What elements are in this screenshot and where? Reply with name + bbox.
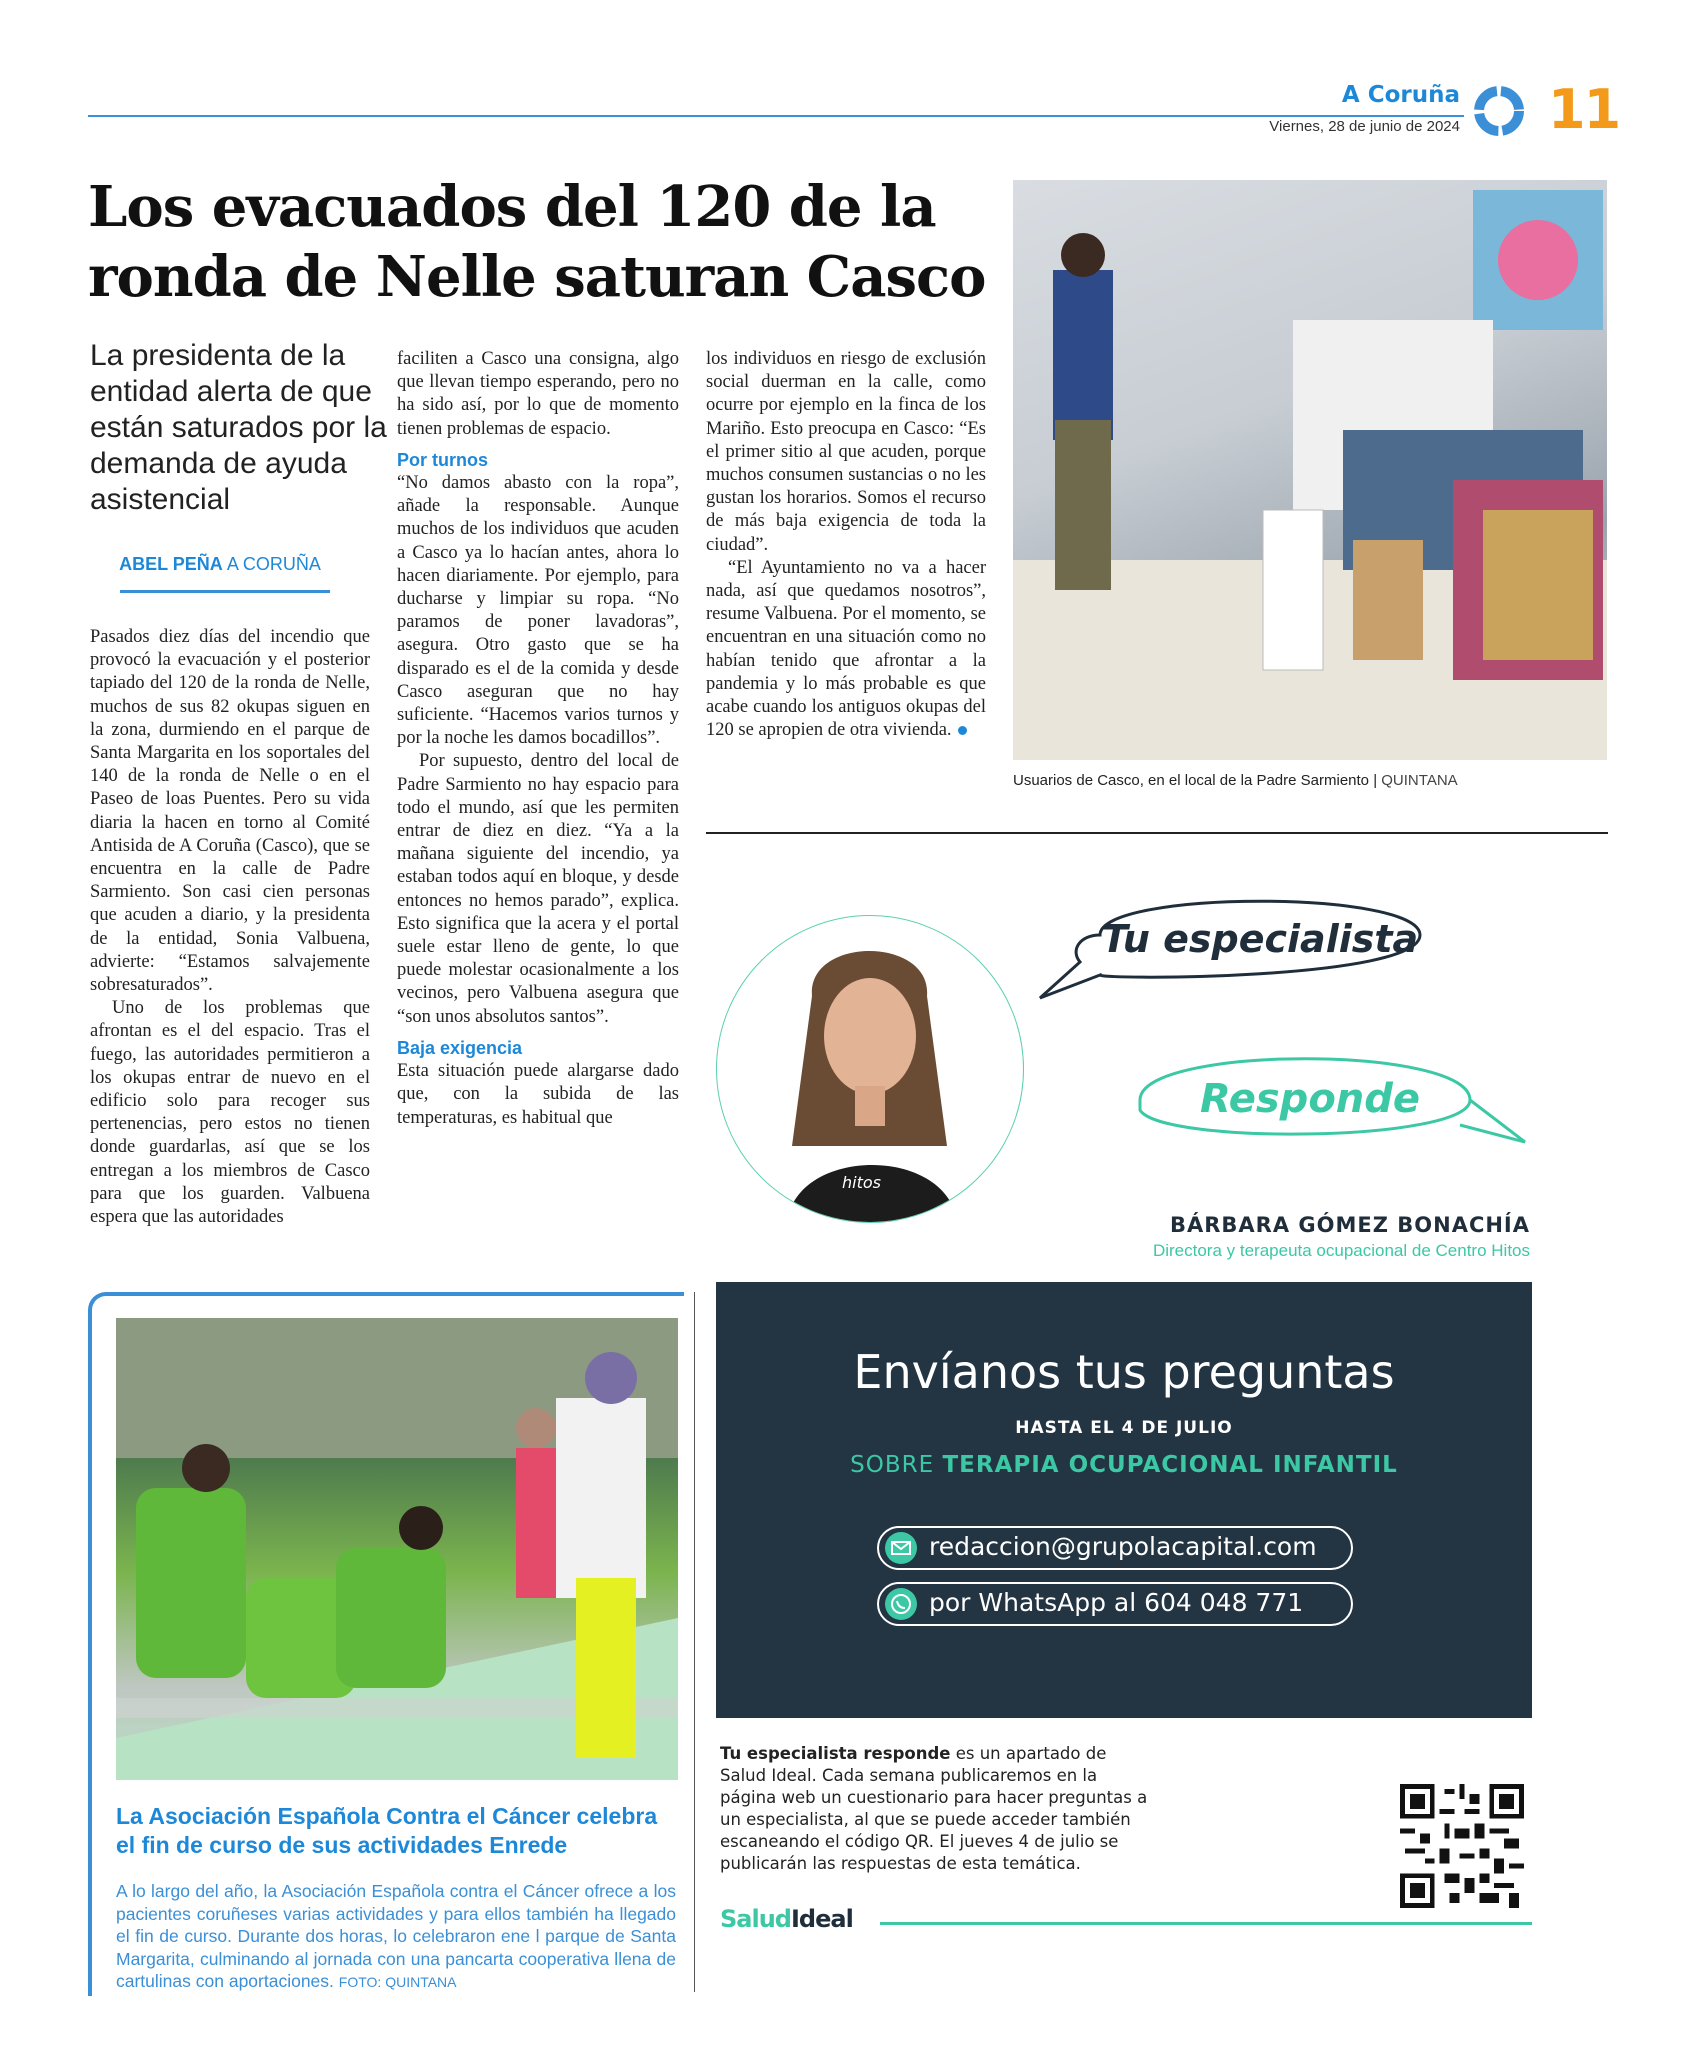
salud-ideal-logo [720,1905,853,1933]
article-deck: La presidenta de la entidad alerta de que están saturados por la demanda de ayuda asistencial [90,339,387,516]
info-bold: Tu especialista responde [720,1744,951,1763]
article-column-2 [397,348,679,1130]
section-info [720,1743,1150,1875]
questions-topic [716,1452,1532,1478]
byline-rule [120,590,330,593]
byline-author: ABEL PEÑA [119,554,223,574]
portrait-illustration [717,916,1023,1222]
brief-headline: La Asociación Española Contra el Cáncer celebra el fin de curso de sus actividades Enrede [116,1803,658,1858]
mail-icon [885,1532,917,1564]
newspaper-logo-icon [1472,84,1526,138]
ad-top-rule [706,832,1608,834]
shirt-logo: hitos [842,1173,881,1192]
bubble-tu-especialista: Tu especialista [1101,917,1419,961]
email-contact[interactable] [877,1526,1353,1570]
paragraph: “No damos abasto con la ropa”, añade la responsable. Aunque muchos de los individuos que acuden a Casco ya lo hacían antes, ahora lo hacen diariamente. Por ejemplo, para ducharse y limpiar su ropa. “No paramos de poner lavadoras”, asegura. Otro gasto que se ha disparado es el de la comida y desde Casco aseguran que no hay suficiente. “Hacemos varios turnos y por la noche les damos bocadillos”. [397,473,679,749]
paragraph: los individuos en riesgo de exclusión social duerman en la calle, como ocurre por ejemplo en la finca de los Mariño. Esto preocupa en Casco: “Es el primer sitio al que acuden, porque muchos consumen sustancias o no les gustan los horarios. Somos el recurso de más baja exigencia de toda la ciudad”. [706,349,986,555]
whatsapp-contact[interactable] [877,1582,1353,1626]
brand-salud: Salud [720,1905,791,1933]
brand-rule [880,1922,1532,1925]
header-rule [88,115,1464,117]
subheading: Baja exigencia [397,1037,523,1058]
paragraph: Uno de los problemas que afrontan es el del espacio. Tras el fuego, las autoridades permitieron a los okupas entrar de nuevo en el edificio solo para recoger sus pertenencias, pero estos no tienen donde guardarlas, así que se los entregan a los miembros de Casco para que los guarden. Valbuena espera que las autoridades [90,998,370,1228]
email-address[interactable]: redaccion@grupolacapital.com [929,1532,1317,1561]
specialist-name: BÁRBARA GÓMEZ BONACHÍA [1169,1213,1530,1237]
caption-text: Usuarios de Casco, en el local de la Padre Sarmiento [1013,772,1370,789]
page-number: 11 [1548,78,1620,141]
article-headline [88,172,988,312]
section-name: A Coruña [1341,82,1460,108]
subheading: Por turnos [397,449,489,470]
paragraph: Pasados diez días del incendio que provocó la evacuación y el posterior tapiado del 120 de la ronda de Nelle, muchos de sus 82 okupas siguen en la zona, durmiendo en el parque de Santa Margarita en los soportales del 140 de la ronda de Nelle o en el Paseo de loas Puentes. Pero su vida diaria la hacen en torno al Comité Antisida de A Coruña (Casco), que se encuentra en la calle de Padre Sarmiento. Son casi cien personas que acuden a diario, y la presidenta de la entidad, Sonia Valbuena, advierte: “Estamos salvajemente sobresaturados”. [90,627,370,996]
brand-ideal: Ideal [790,1905,853,1933]
bubble-responde: Responde [1199,1076,1421,1122]
brief-body-text: A lo largo del año, la Asociación Española contra el Cáncer ofrece a los pacientes coruñeses varias actividades y para ellos también ha llegado el fin de curso. Durante dos horas, lo celebraron ene l parque de Santa Margarita, culminando al jornada con una pancarta cooperativa llena de cartulinas con aportaciones. [116,1881,676,1991]
paragraph: faciliten a Casco una consigna, algo que llevan tiempo esperando, pero no ha sido así, por lo que de momento tienen problemas de espacio. [397,349,679,439]
byline-place: A CORUÑA [226,554,321,574]
byline [90,554,350,575]
photo-caption: Usuarios de Casco, en el local de la Padre Sarmiento | QUINTANA [1013,772,1458,789]
article-photo [1013,180,1607,760]
questions-deadline: HASTA EL 4 DE JULIO [1015,1418,1233,1438]
issue-date: Viernes, 28 de junio de 2024 [1269,118,1460,135]
paragraph: Por supuesto, dentro del local de Padre Sarmiento no hay espacio para todo el mundo, así que les permiten entrar de diez en diez. “Ya a la mañana siguiente del incendio, ya estaban todos aquí en bloque, y desde entonces no hemos parado”, explica. Esto significa que la acera y el portal suele estar lleno de gente, lo que puede molestar ocasionalmente a los vecinos, pero Valbuena asegura que “son unos absolutos santos”. [397,751,679,1027]
brief-photo [116,1318,678,1780]
photo-credit: QUINTANA [1381,772,1458,789]
brief-body [116,1880,676,1994]
end-mark-icon [958,726,967,735]
headline-line-1: Los evacuados del 120 de la [88,174,936,240]
photo-illustration [1013,180,1607,760]
article-column-1 [90,626,370,1229]
speech-bubbles [1020,880,1550,1170]
article-column-3 [706,348,986,742]
paragraph: Esta situación puede alargarse dado que, con la subida de las temperaturas, es habitual que [397,1061,679,1128]
info-body: es un apartado de Salud Ideal. Cada semana publicaremos en la página web un cuestionario para hacer preguntas a un especialista, al que se puede acceder también escaneando el código QR. El jueves 4 de julio se publicarán las respuestas de esta temática. [720,1744,1148,1873]
column-divider [694,1292,695,1992]
whatsapp-icon [885,1588,917,1620]
specialist-portrait [716,915,1024,1223]
specialist-role: Directora y terapeuta ocupacional de Centro Hitos [1152,1241,1530,1260]
paragraph [706,557,986,743]
photo-illustration [116,1318,678,1780]
qr-code-icon[interactable] [1400,1784,1524,1908]
headline-line-2: ronda de Nelle saturan Casco [88,244,986,310]
topic-name: TERAPIA OCUPACIONAL INFANTIL [942,1452,1398,1478]
topic-prefix: SOBRE [850,1452,935,1478]
brief-photo-credit: FOTO: QUINTANA [338,1974,457,1990]
paragraph-text: “El Ayuntamiento no va a hacer nada, así que quedamos nosotros”, resume Valbuena. Por el momento, se encuentran en una situación como no habían tenido que afrontar a la pandemia y lo más probable es que acabe cuando los antiguos okupas del 120 se apropien de otra vivienda. [706,557,986,741]
whatsapp-number[interactable]: por WhatsApp al 604 048 771 [929,1588,1304,1617]
questions-title: Envíanos tus preguntas [853,1345,1395,1399]
